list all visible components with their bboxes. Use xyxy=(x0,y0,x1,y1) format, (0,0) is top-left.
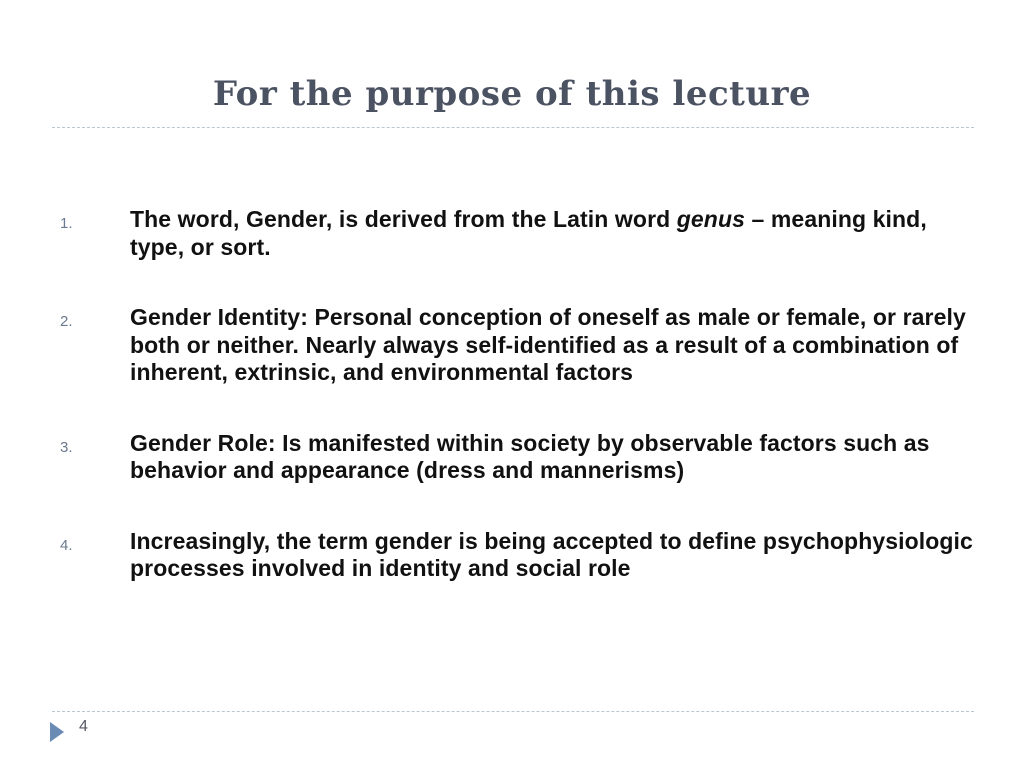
list-item-text-part: The word, Gender, is derived from the Latin word xyxy=(130,206,677,232)
list-item-italic-term: genus xyxy=(676,206,745,232)
page-number: 4 xyxy=(79,718,88,735)
list-item-number: 4. xyxy=(60,536,73,554)
list-item-number: 1. xyxy=(60,215,73,232)
list-item xyxy=(60,206,980,261)
list-item-text: Gender Identity: Personal conception of oneself as male or female, or rarely both or neither. Nearly always self-identified as a result of a combination of inherent, extrinsic, and environmental factors xyxy=(130,304,966,385)
footer-divider xyxy=(52,711,974,712)
numbered-list xyxy=(60,206,980,583)
list-item-text: Increasingly, the term gender is being accepted to define psychophysiologic processes involved in identity and social role xyxy=(130,527,973,581)
list-item-text-part: – meaning kind, type, or sort. xyxy=(130,206,927,260)
slide-title: For the purpose of this lecture xyxy=(212,74,812,114)
list-item xyxy=(60,528,980,583)
list-item-text xyxy=(130,206,980,261)
list-item-number: 2. xyxy=(60,313,73,330)
triangle-bullet-icon xyxy=(50,722,64,742)
list-item-text: Gender Role: Is manifested within society by observable factors such as behavior and appearance (dress and mannerisms) xyxy=(130,429,930,483)
title-divider xyxy=(52,127,974,128)
list-item xyxy=(60,304,980,387)
list-item xyxy=(60,430,980,485)
list-item-number: 3. xyxy=(60,438,73,456)
